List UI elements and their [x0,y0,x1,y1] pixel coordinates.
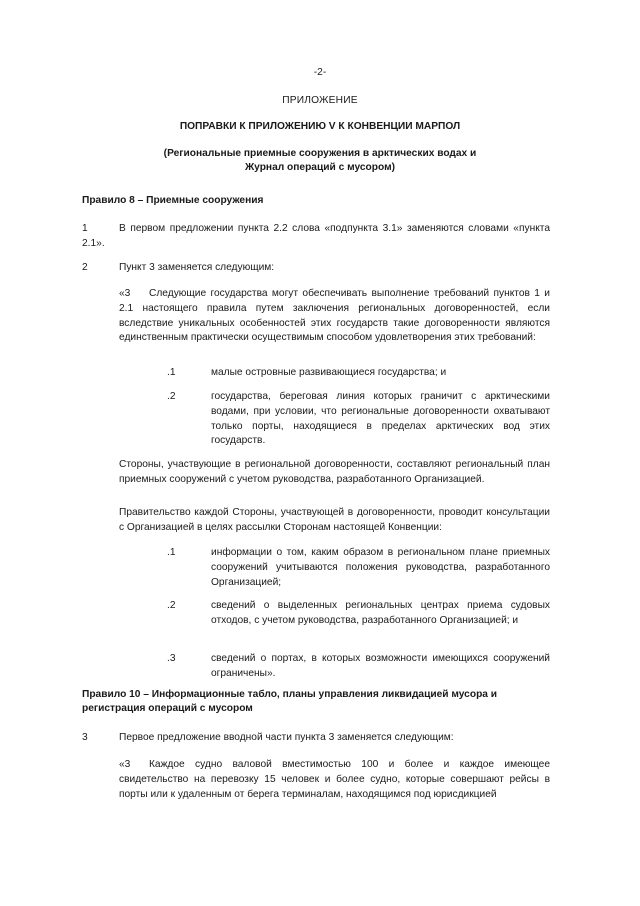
rule-10-heading-line-2: регистрация операций с мусором [82,703,253,714]
list-item-text: государства, береговая линия которых граничит с арктическими водами, при условии, что региональные договоренности охватывают только порты, находящиеся в пределах арктических вод этих государств. [211,391,550,447]
paragraph-text: В первом предложении пункта 2.2 слова «подпункта 3.1» заменяются словами «пункта 2.1». [82,223,550,249]
list-item-text: сведений о выделенных региональных центрах приема судовых отходов, с учетом руководства, разработанного Организацией; и [211,600,550,626]
paragraph-number: 3 [82,732,88,743]
list-item-number: .2 [167,391,176,402]
list-item-text: информации о том, каким образом в региональном плане приемных сооружений учитываются положения руководства, разработанного Организацией; [211,547,550,588]
list-item-number: .2 [167,600,176,611]
paragraph-text: Первое предложение вводной части пункта 3 заменяется следующим: [119,732,454,743]
consultation-paragraph: Правительство каждой Стороны, участвующей в договоренности, проводит консультации с Организацией в целях рассылки Сторонам настоящей Конвенции: [119,507,550,533]
paragraph-text: Пункт 3 заменяется следующим: [119,262,275,273]
list-item-number: .3 [167,653,176,664]
list-item-text: малые островные развивающиеся государства; и [211,367,447,378]
rule-8-heading: Правило 8 – Приемные сооружения [82,195,264,206]
subtitle-line-1: (Региональные приемные сооружения в арктических водах и [163,148,477,159]
subtitle-line-2: Журнал операций с мусором) [244,162,396,173]
regional-plan-paragraph: Стороны, участвующие в региональной договоренности, составляют региональный план приемных сооружений с учетом руководства, разработанного Организацией. [119,459,550,485]
list-item-text: сведений о портах, в которых возможности имеющихся сооружений ограничены». [211,653,550,679]
paragraph-number: 1 [82,223,88,234]
annex-label: ПРИЛОЖЕНИЕ [282,95,358,106]
quote-text: Следующие государства могут обеспечивать выполнение требований пунктов 1 и 2.1 настоящего правила путем заключения региональных договоренностей, если вследствие уникальных особенностей этих государств такие договоренности являются единственным практически осуществимым способом удовлетворения этих требований: [119,288,550,344]
quote-number: «3 [119,759,131,770]
page-number: -2- [313,67,327,78]
paragraph-number: 2 [82,262,88,273]
rule-10-heading-line-1: Правило 10 – Информационные табло, планы управления ликвидацией мусора и [82,689,498,700]
quote-number: «3 [119,288,131,299]
document-title: ПОПРАВКИ К ПРИЛОЖЕНИЮ V К КОНВЕНЦИИ МАРПОЛ [179,121,461,132]
quote-text: Каждое судно валовой вместимостью 100 и более и каждое имеющее свидетельство на перевозку 15 человек и более судно, которые совершают рейсы в порты или к удаленным от берега терминалам, находящимся под юрисдикцией [119,759,550,800]
list-item-number: .1 [167,367,176,378]
list-item-number: .1 [167,547,176,558]
